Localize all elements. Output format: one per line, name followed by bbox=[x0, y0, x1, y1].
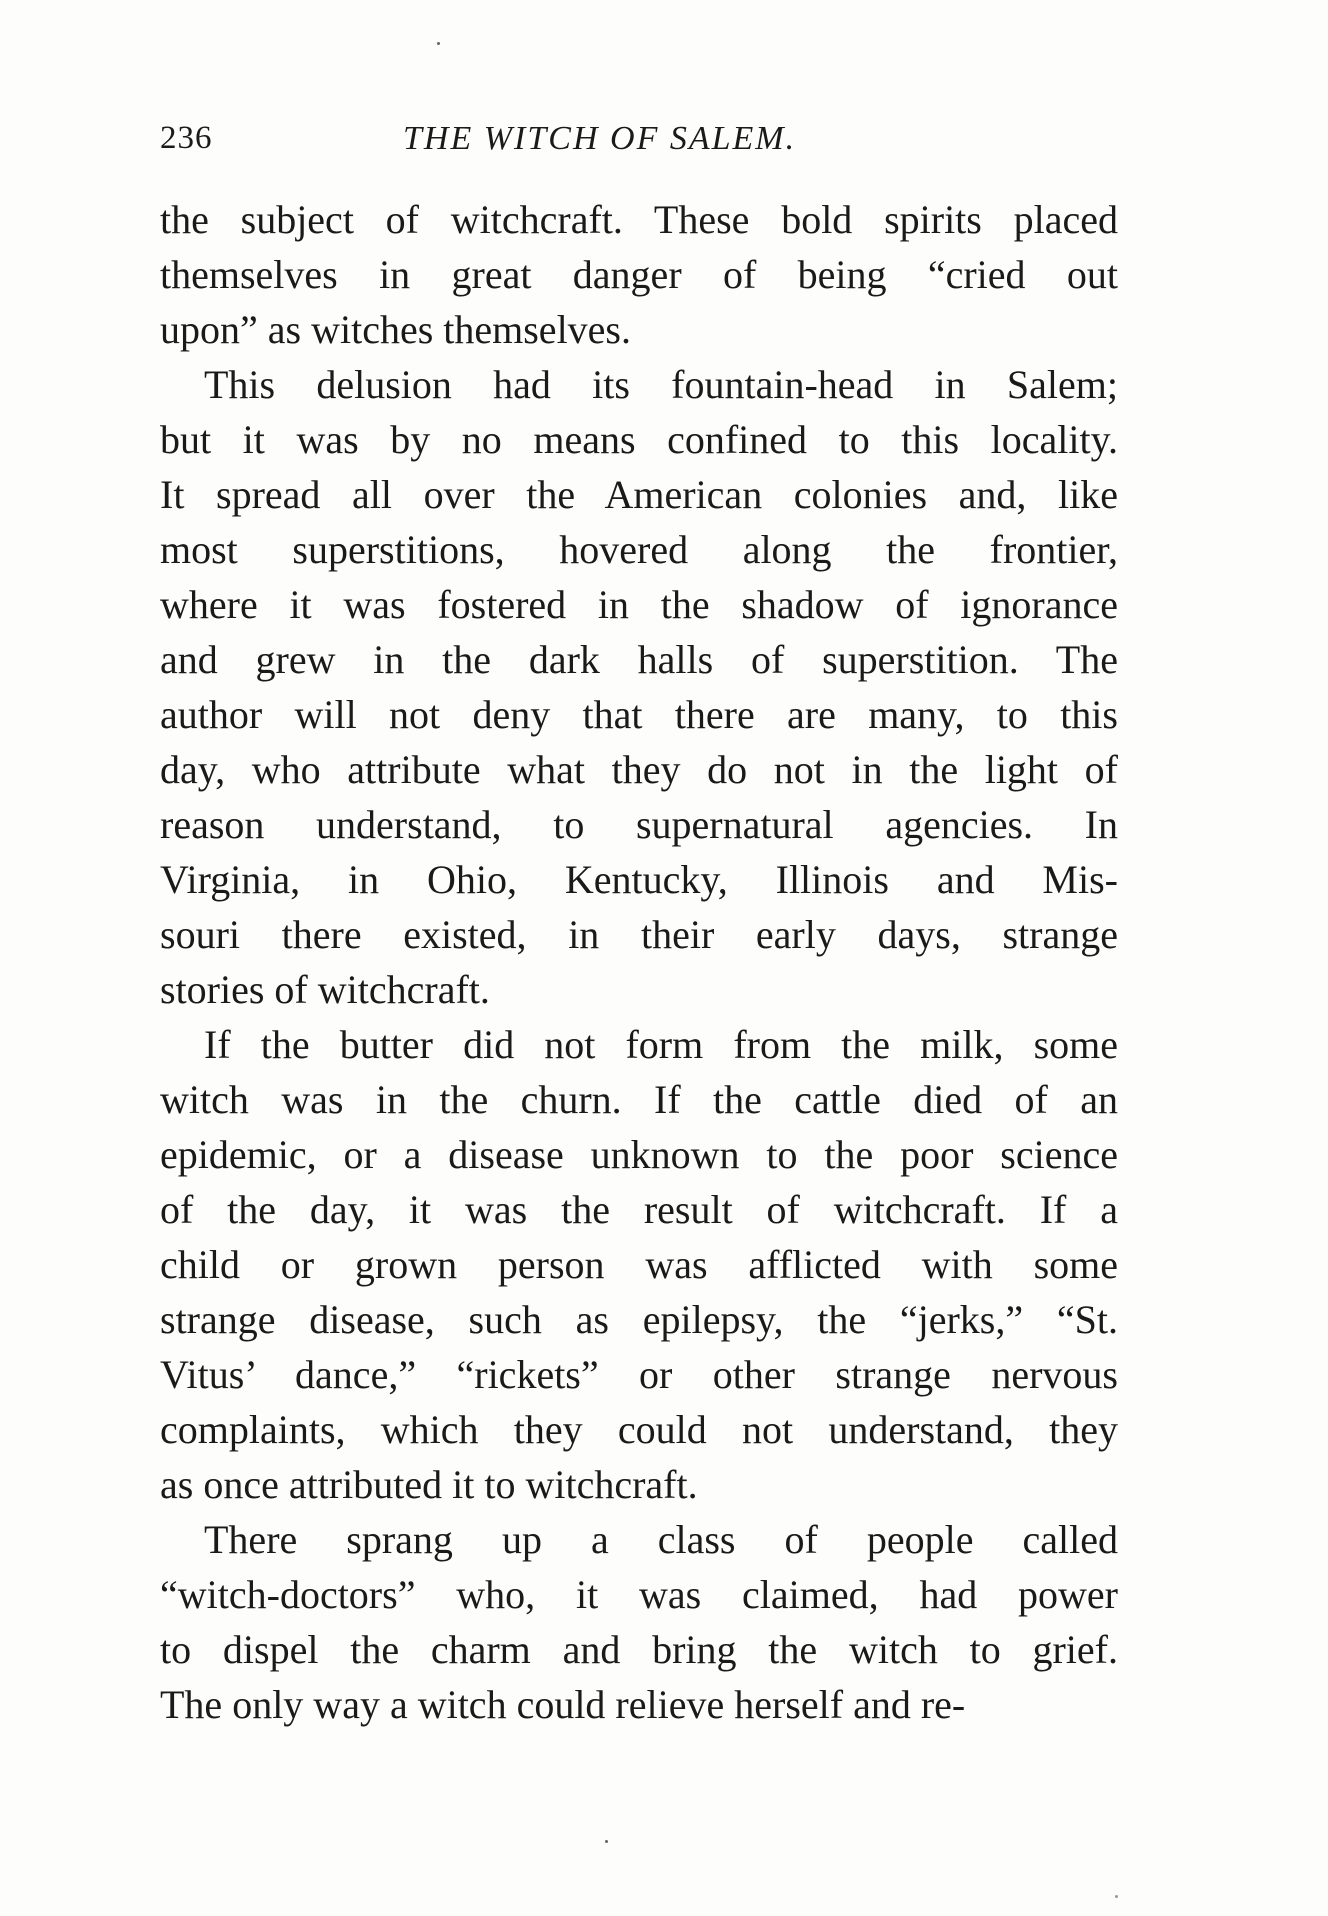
text-line: “witch-doctors” who, it was claimed, had power bbox=[160, 1572, 1118, 1617]
text-line: complaints, which they could not understand, they bbox=[160, 1407, 1118, 1452]
text-line: There sprang up a class of people called bbox=[204, 1517, 1118, 1562]
text-line: to dispel the charm and bring the witch to grief. bbox=[160, 1627, 1118, 1672]
paper-speck bbox=[1115, 1895, 1118, 1898]
text-line: If the butter did not form from the milk, some bbox=[204, 1022, 1118, 1067]
text-line: as once attributed it to witchcraft. bbox=[160, 1462, 698, 1507]
body-text bbox=[160, 192, 1118, 1732]
text-line: themselves in great danger of being “cried out bbox=[160, 252, 1118, 297]
text-line: child or grown person was afflicted with some bbox=[160, 1242, 1118, 1287]
text-line: stories of witchcraft. bbox=[160, 967, 490, 1012]
text-line: The only way a witch could relieve herself and re- bbox=[160, 1682, 966, 1727]
text-line: but it was by no means confined to this locality. bbox=[160, 417, 1118, 462]
text-line: Vitus’ dance,” “rickets” or other strange nervous bbox=[160, 1352, 1118, 1397]
paper-speck bbox=[437, 42, 440, 45]
paragraph bbox=[160, 357, 1118, 1017]
text-line: where it was fostered in the shadow of ignorance bbox=[160, 582, 1118, 627]
paper-speck bbox=[605, 1840, 608, 1843]
text-line: author will not deny that there are many, to this bbox=[160, 692, 1118, 737]
text-line: and grew in the dark halls of superstition. The bbox=[160, 637, 1118, 682]
text-line: most superstitions, hovered along the frontier, bbox=[160, 527, 1118, 572]
page-number: 236 bbox=[160, 120, 213, 156]
text-line: strange disease, such as epilepsy, the “jerks,” “St. bbox=[160, 1297, 1118, 1342]
text-line: It spread all over the American colonies and, like bbox=[160, 472, 1118, 517]
running-title: THE WITCH OF SALEM. bbox=[403, 120, 797, 157]
text-line: of the day, it was the result of witchcraft. If a bbox=[160, 1187, 1118, 1232]
text-line: This delusion had its fountain-head in Salem; bbox=[204, 362, 1118, 407]
text-line: the subject of witchcraft. These bold spirits placed bbox=[160, 197, 1118, 242]
paragraph bbox=[160, 1017, 1118, 1512]
text-line: upon” as witches themselves. bbox=[160, 307, 631, 352]
text-line: day, who attribute what they do not in the light of bbox=[160, 747, 1118, 792]
text-line: Virginia, in Ohio, Kentucky, Illinois and Mis- bbox=[160, 857, 1118, 902]
text-line: epidemic, or a disease unknown to the poor science bbox=[160, 1132, 1118, 1177]
text-line: reason understand, to supernatural agencies. In bbox=[160, 802, 1118, 847]
page-header bbox=[160, 120, 1120, 170]
text-line: witch was in the churn. If the cattle died of an bbox=[160, 1077, 1118, 1122]
text-line: souri there existed, in their early days, strange bbox=[160, 912, 1118, 957]
paragraph bbox=[160, 1512, 1118, 1732]
paragraph bbox=[160, 192, 1118, 357]
